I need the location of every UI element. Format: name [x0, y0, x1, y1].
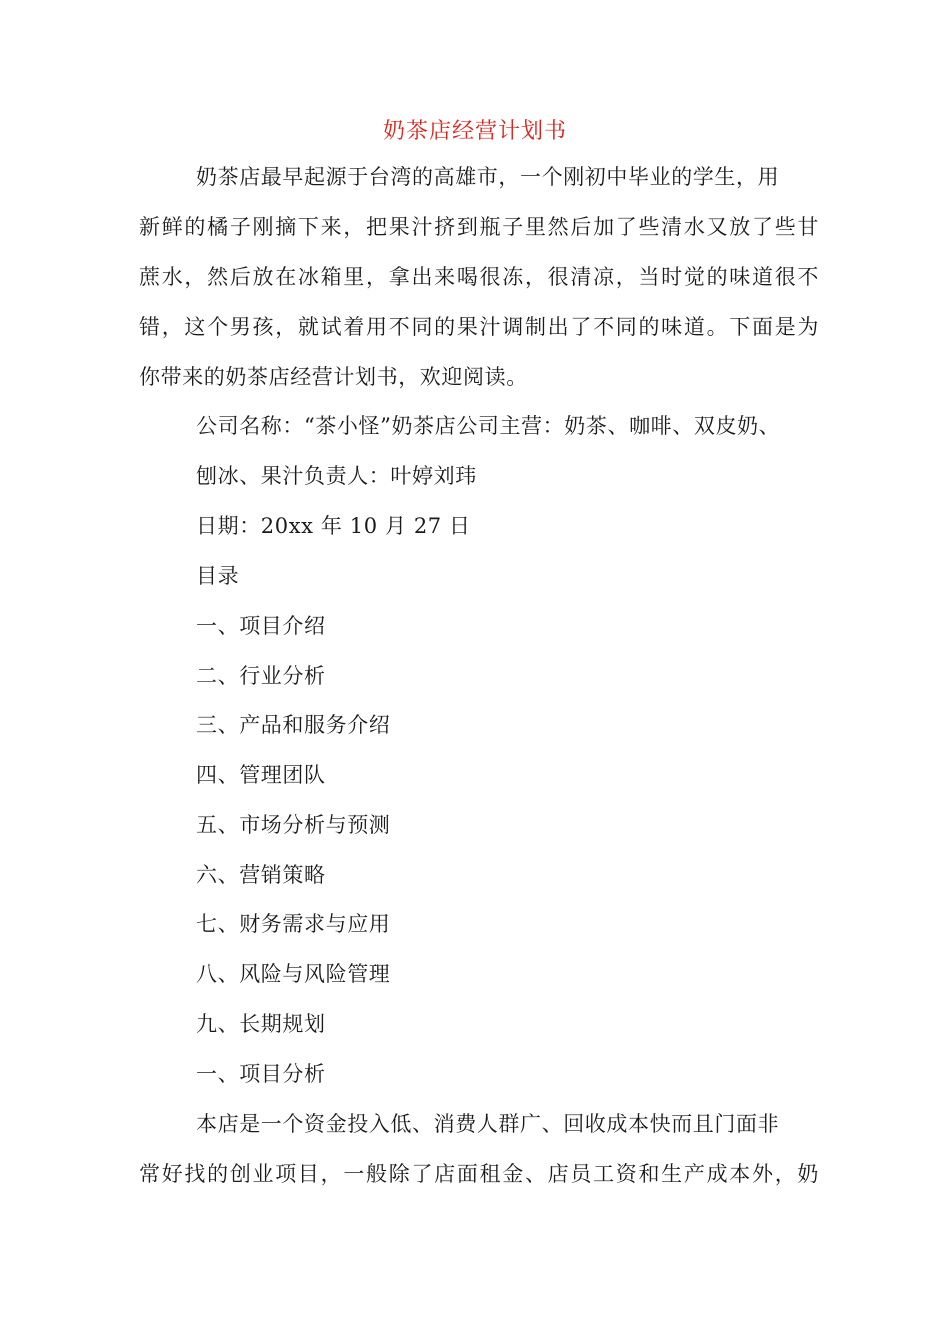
- toc-item: 八、风险与风险管理: [196, 962, 391, 986]
- document-title: 奶茶店经营计划书: [382, 119, 567, 144]
- toc-item: 九、长期规划: [196, 1012, 326, 1036]
- intro-line-1: 奶茶店最早起源于台湾的高雄市，一个刚初中毕业的学生，用: [196, 165, 780, 189]
- intro-line-2: 新鲜的橘子刚摘下来，把果汁挤到瓶子里然后加了些清水又放了些甘: [139, 215, 819, 239]
- toc-item: 五、市场分析与预测: [196, 813, 391, 837]
- company-line-2: 刨冰、果汁负责人：叶婷刘玮: [196, 464, 477, 488]
- section-heading: 一、项目分析: [196, 1062, 326, 1086]
- intro-line-4: 错，这个男孩，就试着用不同的果汁调制出了不同的味道。下面是为: [139, 315, 819, 339]
- toc-item: 六、营销策略: [196, 863, 326, 887]
- toc-item: 三、产品和服务介绍: [196, 713, 391, 737]
- intro-line-5: 你带来的奶茶店经营计划书，欢迎阅读。: [139, 365, 528, 389]
- company-line-1: 公司名称：“茶小怪”奶茶店公司主营：奶茶、咖啡、双皮奶、: [196, 414, 781, 438]
- toc-item: 四、管理团队: [196, 763, 326, 787]
- section-line-2: 常好找的创业项目，一般除了店面租金、店员工资和生产成本外，奶: [139, 1162, 819, 1186]
- toc-item: 七、财务需求与应用: [196, 912, 391, 936]
- section-line-1: 本店是一个资金投入低、消费人群广、回收成本快而且门面非: [196, 1112, 780, 1136]
- toc-heading: 目录: [196, 564, 240, 588]
- toc-item: 二、行业分析: [196, 664, 326, 688]
- intro-line-3: 蔗水，然后放在冰箱里，拿出来喝很冻，很清凉，当时觉的味道很不: [139, 265, 819, 289]
- toc-item: 一、项目介绍: [196, 614, 326, 638]
- document-date: 日期：20xx 年 10 月 27 日: [196, 514, 471, 538]
